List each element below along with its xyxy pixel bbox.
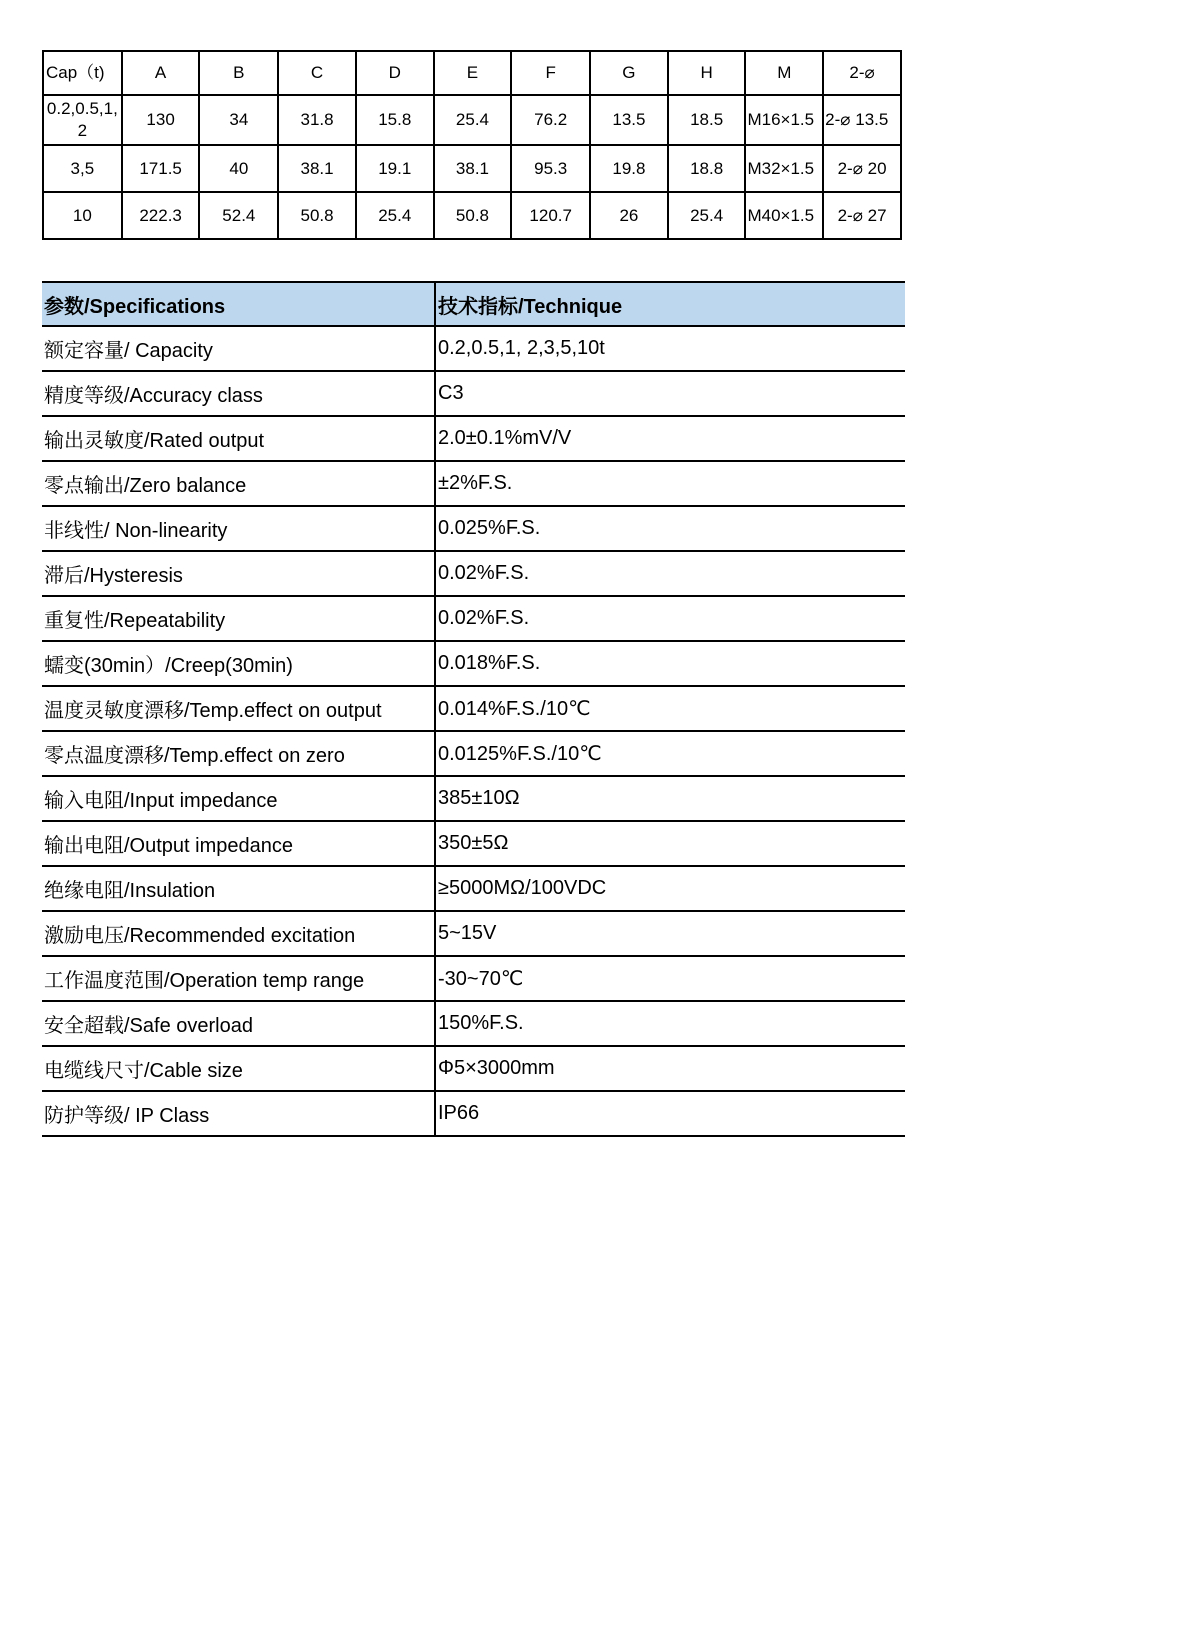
- dimension-header-f: F: [511, 51, 590, 95]
- dimension-cell-h: 25.4: [668, 192, 746, 239]
- dimension-cap-cell: 3,5: [43, 145, 122, 192]
- spec-value: 0.025%F.S.: [435, 506, 905, 551]
- spec-parameter: 温度灵敏度漂移/Temp.effect on output: [42, 686, 435, 731]
- spec-header-technique: 技术指标/Technique: [435, 282, 905, 326]
- spec-parameter: 滞后/Hysteresis: [42, 551, 435, 596]
- dimension-cell-b: 34: [199, 95, 278, 145]
- dimension-cap-line2: 2: [77, 121, 88, 140]
- dimension-cell-c: 38.1: [278, 145, 356, 192]
- dimension-header-c: C: [278, 51, 356, 95]
- spec-parameter: 零点温度漂移/Temp.effect on zero: [42, 731, 435, 776]
- dimension-cell-b: 40: [199, 145, 278, 192]
- spec-parameter: 重复性/Repeatability: [42, 596, 435, 641]
- dimension-cell-c: 50.8: [278, 192, 356, 239]
- dimension-cell-e: 38.1: [434, 145, 512, 192]
- dimension-table: [42, 50, 902, 240]
- spec-value: ≥5000MΩ/100VDC: [435, 866, 905, 911]
- spec-value: 0.2,0.5,1, 2,3,5,10t: [435, 326, 905, 371]
- spec-row: [42, 371, 905, 416]
- dimension-cell-b: 52.4: [199, 192, 278, 239]
- dimension-cell-a: 171.5: [122, 145, 200, 192]
- spec-row: [42, 911, 905, 956]
- dimension-cell-d: 25.4: [356, 192, 434, 239]
- spec-row: [42, 1091, 905, 1136]
- spec-row: [42, 326, 905, 371]
- spec-value: 0.014%F.S./10℃: [435, 686, 905, 731]
- spec-header-parameter: 参数/Specifications: [42, 282, 435, 326]
- spec-parameter: 输入电阻/Input impedance: [42, 776, 435, 821]
- dimension-cap-line1: 0.2,0.5,1,: [46, 99, 118, 118]
- dimension-cell-c: 31.8: [278, 95, 356, 145]
- spec-parameter: 工作温度范围/Operation temp range: [42, 956, 435, 1001]
- spec-row: [42, 956, 905, 1001]
- spec-row: [42, 1001, 905, 1046]
- spec-value: C3: [435, 371, 905, 416]
- spec-value: Φ5×3000mm: [435, 1046, 905, 1091]
- spec-value: 0.0125%F.S./10℃: [435, 731, 905, 776]
- dimension-cell-h: 18.5: [668, 95, 746, 145]
- spec-parameter: 安全超载/Safe overload: [42, 1001, 435, 1046]
- spec-row: [42, 731, 905, 776]
- spec-row: [42, 821, 905, 866]
- spec-row: [42, 506, 905, 551]
- dimension-cell-d: 19.1: [356, 145, 434, 192]
- spec-value: 2.0±0.1%mV/V: [435, 416, 905, 461]
- dimension-cell-f: 76.2: [511, 95, 590, 145]
- dimension-header-m: M: [745, 51, 823, 95]
- dimension-cap-cell: 10: [43, 192, 122, 239]
- dimension-cell-d: 15.8: [356, 95, 434, 145]
- dimension-cell-f: 120.7: [511, 192, 590, 239]
- spec-row: [42, 551, 905, 596]
- dimension-row: [43, 192, 901, 239]
- spec-parameter: 零点输出/Zero balance: [42, 461, 435, 506]
- dimension-cell-e: 50.8: [434, 192, 512, 239]
- dimension-cell-g: 19.8: [590, 145, 668, 192]
- spec-row: [42, 1046, 905, 1091]
- spec-value: 150%F.S.: [435, 1001, 905, 1046]
- spec-parameter: 额定容量/ Capacity: [42, 326, 435, 371]
- specifications-table: [42, 281, 905, 1137]
- spec-value: 0.018%F.S.: [435, 641, 905, 686]
- spec-row: [42, 596, 905, 641]
- dimension-cell-h: 18.8: [668, 145, 746, 192]
- dimension-cell-m: M32×1.5: [745, 145, 823, 192]
- spec-header-row: [42, 282, 905, 326]
- spec-value: IP66: [435, 1091, 905, 1136]
- dimension-cell-m: M16×1.5: [745, 95, 823, 145]
- dimension-row: [43, 95, 901, 145]
- dimension-header-cap: Cap（t): [43, 51, 122, 95]
- spec-row: [42, 461, 905, 506]
- dimension-header-row: [43, 51, 901, 95]
- spec-parameter: 精度等级/Accuracy class: [42, 371, 435, 416]
- spec-parameter: 输出电阻/Output impedance: [42, 821, 435, 866]
- dimension-header-e: E: [434, 51, 512, 95]
- spec-value: 5~15V: [435, 911, 905, 956]
- dimension-cell-g: 13.5: [590, 95, 668, 145]
- spec-row: [42, 641, 905, 686]
- spec-value: 0.02%F.S.: [435, 596, 905, 641]
- dimension-header-g: G: [590, 51, 668, 95]
- dimension-cap-cell: [43, 95, 122, 145]
- spec-row: [42, 686, 905, 731]
- spec-value: -30~70℃: [435, 956, 905, 1001]
- dimension-header-hole: 2-⌀: [823, 51, 901, 95]
- dimension-cell-e: 25.4: [434, 95, 512, 145]
- spec-row: [42, 416, 905, 461]
- spec-value: 0.02%F.S.: [435, 551, 905, 596]
- dimension-header-b: B: [199, 51, 278, 95]
- dimension-row: [43, 145, 901, 192]
- dimension-header-h: H: [668, 51, 746, 95]
- spec-row: [42, 866, 905, 911]
- spec-value: ±2%F.S.: [435, 461, 905, 506]
- dimension-cell-hole: 2-⌀ 20: [823, 145, 901, 192]
- dimension-cell-f: 95.3: [511, 145, 590, 192]
- spec-parameter: 电缆线尺寸/Cable size: [42, 1046, 435, 1091]
- spec-value: 385±10Ω: [435, 776, 905, 821]
- spec-row: [42, 776, 905, 821]
- dimension-cell-g: 26: [590, 192, 668, 239]
- spec-parameter: 非线性/ Non-linearity: [42, 506, 435, 551]
- spec-parameter: 输出灵敏度/Rated output: [42, 416, 435, 461]
- spec-parameter: 防护等级/ IP Class: [42, 1091, 435, 1136]
- dimension-cell-a: 222.3: [122, 192, 200, 239]
- dimension-header-d: D: [356, 51, 434, 95]
- dimension-cell-hole: 2-⌀ 13.5: [823, 95, 901, 145]
- dimension-cell-hole: 2-⌀ 27: [823, 192, 901, 239]
- dimension-cell-m: M40×1.5: [745, 192, 823, 239]
- spec-value: 350±5Ω: [435, 821, 905, 866]
- spec-parameter: 蠕变(30min）/Creep(30min): [42, 641, 435, 686]
- spec-parameter: 激励电压/Recommended excitation: [42, 911, 435, 956]
- dimension-header-a: A: [122, 51, 200, 95]
- spec-parameter: 绝缘电阻/Insulation: [42, 866, 435, 911]
- dimension-cell-a: 130: [122, 95, 200, 145]
